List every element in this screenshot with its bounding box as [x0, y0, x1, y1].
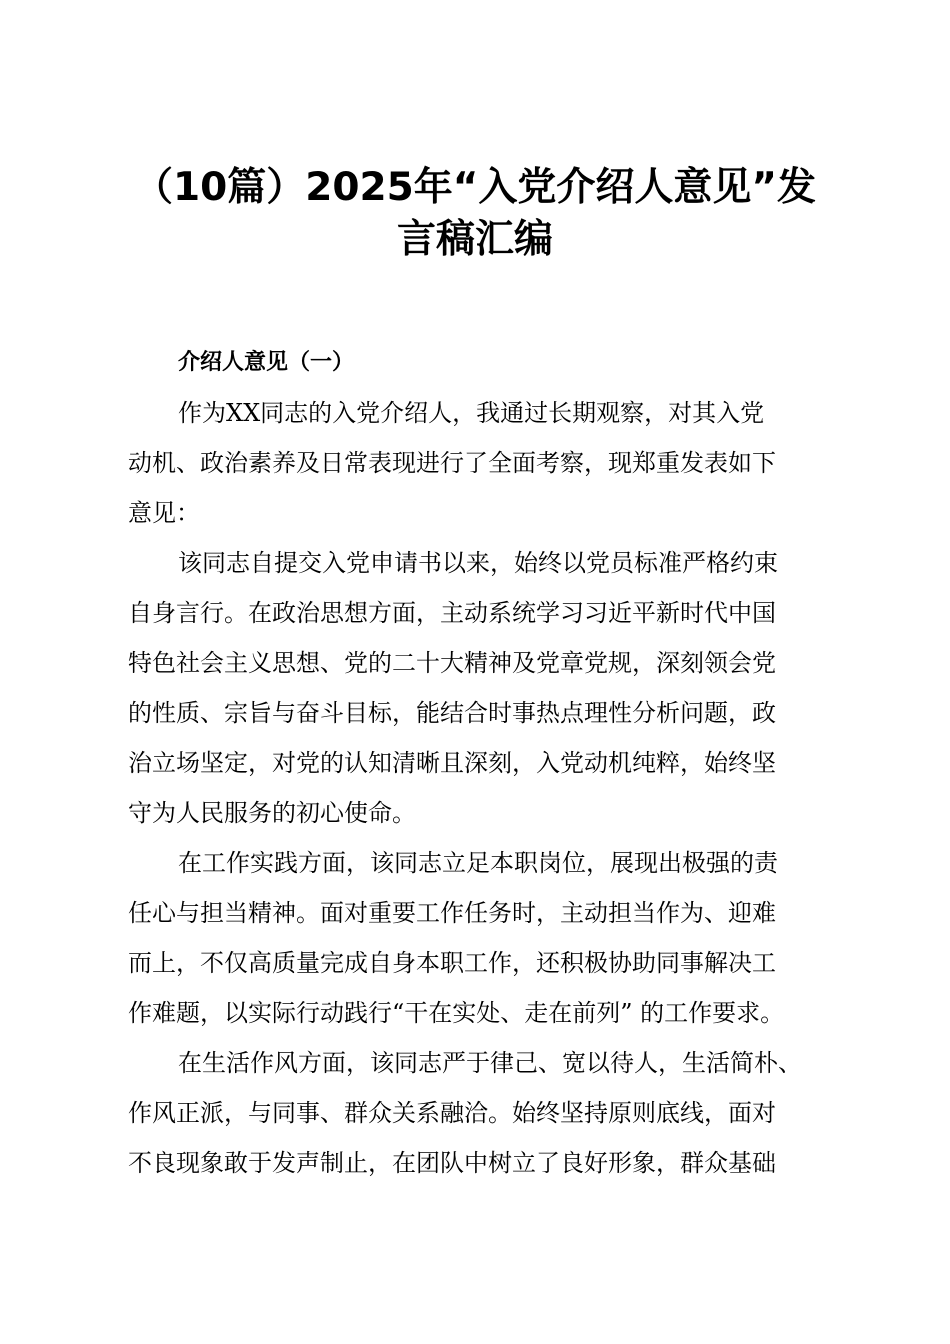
document-body — [128, 338, 828, 1188]
paragraph-line: 作风正派，与同事、群众关系融洽。始终坚持原则底线，面对 — [128, 1099, 776, 1127]
paragraph-line: 任心与担当精神。面对重要工作任务时，主动担当作为、迎难 — [128, 899, 776, 927]
paragraph-line: 自身言行。在政治思想方面，主动系统学习习近平新时代中国 — [128, 599, 776, 627]
paragraph-3 — [128, 838, 828, 1038]
section-heading: 介绍人意见（一） — [178, 350, 355, 375]
paragraph-2 — [128, 538, 828, 838]
paragraph-4 — [128, 1038, 828, 1188]
paragraph-line: 作为XX同志的入党介绍人，我通过长期观察，对其入党 — [178, 399, 765, 427]
paragraph-line: 作难题，以实际行动践行“干在实处、走在前列” 的工作要求。 — [128, 999, 785, 1027]
paragraph-line: 意见： — [128, 499, 200, 527]
paragraph-line: 治立场坚定，对党的认知清晰且深刻，入党动机纯粹，始终坚 — [128, 749, 776, 777]
paragraph-line: 的性质、宗旨与奋斗目标，能结合时事热点理性分析问题，政 — [128, 699, 776, 727]
paragraph-line: 不良现象敢于发声制止，在团队中树立了良好形象，群众基础 — [128, 1149, 776, 1177]
paragraph-line: 特色社会主义思想、党的二十大精神及党章党规，深刻领会党 — [128, 649, 776, 677]
paragraph-line: 守为人民服务的初心使命。 — [128, 799, 416, 827]
paragraph-line: 在生活作风方面，该同志严于律己、宽以待人，生活简朴、 — [178, 1049, 802, 1077]
title-line: （10篇）2025年“入党介绍人意见”发 — [133, 165, 817, 210]
paragraph-line: 在工作实践方面，该同志立足本职岗位，展现出极强的责 — [178, 849, 778, 877]
paragraph-line: 该同志自提交入党申请书以来，始终以党员标准严格约束 — [178, 549, 778, 577]
paragraph-line: 动机、政治素养及日常表现进行了全面考察，现郑重发表如下 — [128, 449, 776, 477]
title-line: 言稿汇编 — [396, 217, 553, 262]
paragraph-line: 而上，不仅高质量完成自身本职工作，还积极协助同事解决工 — [128, 949, 776, 977]
paragraph-1 — [128, 388, 828, 538]
document-title — [100, 162, 850, 266]
